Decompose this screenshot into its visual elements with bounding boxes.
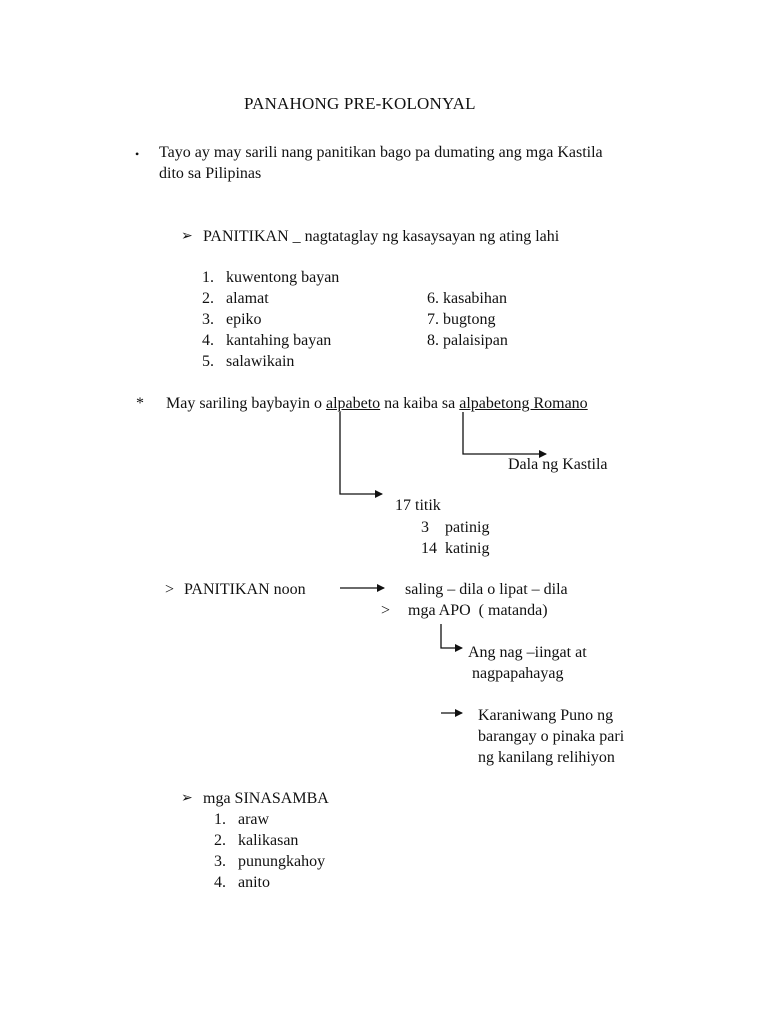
- list-item: [214, 873, 270, 893]
- page-title: PANAHONG PRE-KOLONYAL: [244, 94, 476, 113]
- list-number: 5.: [202, 353, 214, 370]
- dala-ng-kastila-label: Dala ng Kastila: [508, 456, 608, 473]
- list-number: 3.: [202, 311, 214, 328]
- sinasamba-heading: mga SINASAMBA: [203, 790, 329, 807]
- list-number: 2.: [214, 832, 226, 849]
- katinig-count: 14 katinig: [421, 540, 490, 557]
- list-number: 4.: [202, 332, 214, 349]
- arrow-apo-to-iingat: [441, 624, 462, 648]
- puno-line-2: barangay o pinaka pari: [478, 728, 625, 745]
- baybayin-line: [166, 394, 588, 414]
- intro-line-1: Tayo ay may sarili nang panitikan bago pa dumating ang mga Kastila: [159, 144, 603, 161]
- list-item: [214, 852, 325, 872]
- puno-line-3: ng kanilang relihiyon: [478, 749, 615, 766]
- list-text: anito: [238, 874, 270, 891]
- list-text: punungkahoy: [238, 853, 326, 870]
- saling-dila-label: saling – dila o lipat – dila: [405, 581, 568, 598]
- list-text: kantahing bayan: [226, 332, 332, 349]
- gt-marker: >: [165, 581, 175, 598]
- list-item: [202, 289, 269, 309]
- list-text: kuwentong bayan: [226, 269, 340, 286]
- list-item: [202, 352, 294, 372]
- list-number: 1.: [202, 269, 214, 286]
- list-item: [214, 810, 269, 830]
- list-number: 3.: [214, 853, 226, 870]
- list-item: [202, 310, 262, 330]
- list-text: salawikain: [226, 353, 295, 370]
- list-item: [214, 831, 298, 851]
- patinig-count: 3 patinig: [421, 519, 490, 536]
- list-item: 7. bugtong: [427, 311, 496, 328]
- bullet-icon: •: [135, 147, 140, 161]
- arrow-alpabeto-to-titik: [340, 412, 382, 494]
- list-number: 4.: [214, 874, 226, 891]
- baybayin-text-c: na kaiba sa: [380, 395, 460, 412]
- mga-apo-label: mga APO ( matanda): [408, 602, 548, 619]
- arrow-bullet-icon: ➢: [181, 229, 193, 244]
- asterisk-marker: *: [136, 395, 144, 412]
- titik-count: 17 titik: [395, 497, 441, 514]
- arrow-romano-to-dala: [463, 412, 546, 454]
- list-item: 6. kasabihan: [427, 290, 507, 307]
- iingat-line-1: Ang nag –iingat at: [468, 644, 587, 661]
- puno-line-1: Karaniwang Puno ng: [478, 707, 614, 724]
- alpabetong-romano-term: alpabetong Romano: [459, 395, 588, 412]
- arrow-bullet-icon: ➢: [181, 791, 193, 806]
- list-number: 2.: [202, 290, 214, 307]
- list-text: araw: [238, 811, 270, 828]
- list-number: 1.: [214, 811, 226, 828]
- intro-line-2: dito sa Pilipinas: [159, 165, 262, 182]
- panitikan-noon-label: PANITIKAN noon: [184, 581, 306, 598]
- list-text: kalikasan: [238, 832, 299, 849]
- list-item: [202, 268, 339, 288]
- panitikan-heading: PANITIKAN _ nagtataglay ng kasaysayan ng ating lahi: [203, 228, 560, 245]
- baybayin-text-a: May sariling baybayin o: [166, 395, 326, 412]
- list-text: epiko: [226, 311, 262, 328]
- list-item: 8. palaisipan: [427, 332, 508, 349]
- list-text: alamat: [226, 290, 269, 307]
- list-item: [202, 331, 331, 351]
- alpabeto-term: alpabeto: [325, 395, 381, 412]
- gt-marker: >: [381, 602, 391, 619]
- iingat-line-2: nagpapahayag: [472, 665, 564, 682]
